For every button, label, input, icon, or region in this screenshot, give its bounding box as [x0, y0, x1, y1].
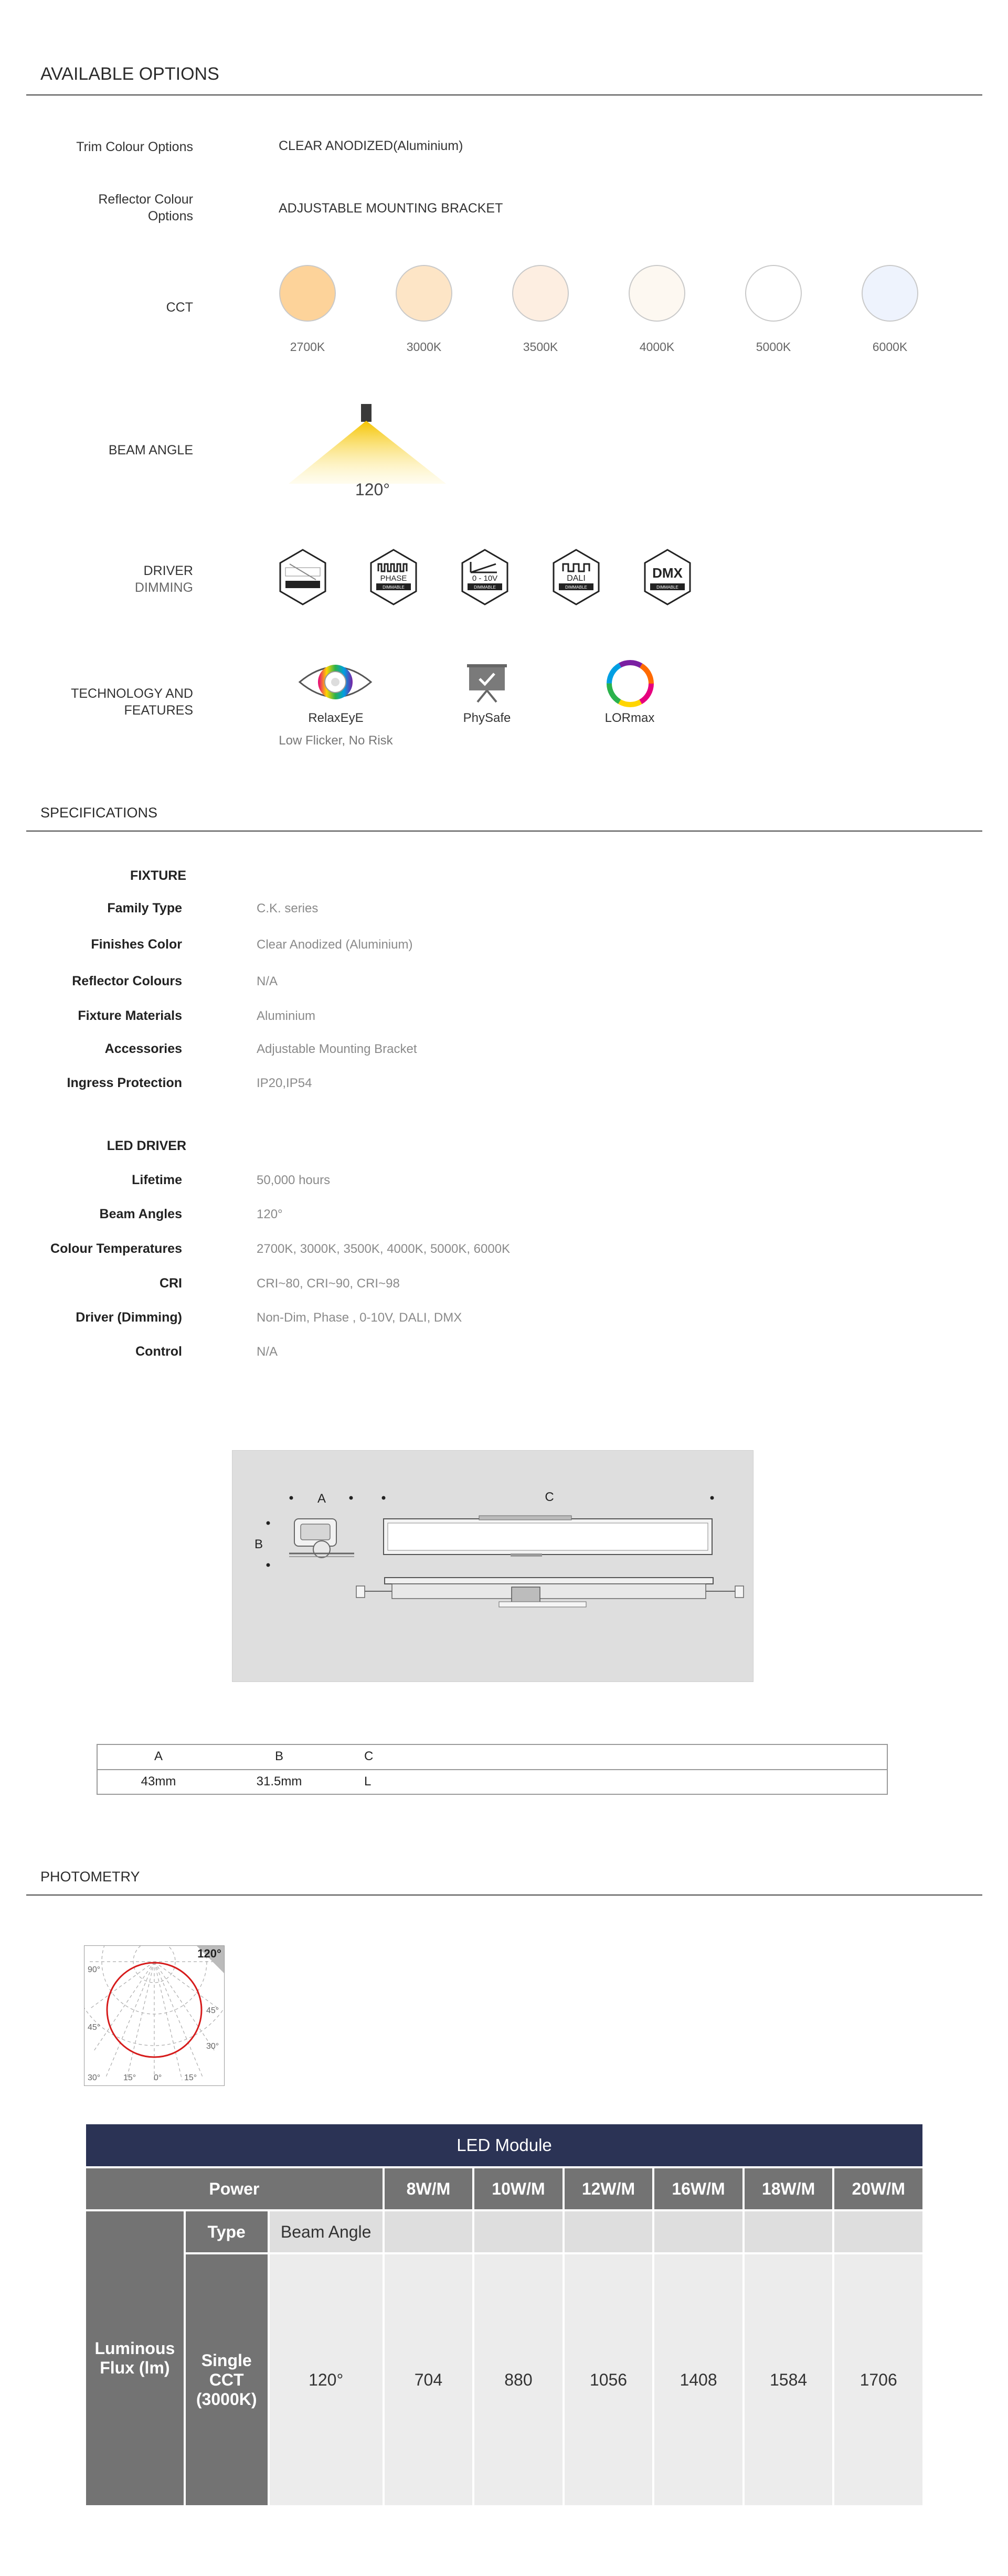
flux-20w: 1706: [834, 2254, 922, 2505]
luminous-flux-table: [84, 2122, 925, 2507]
type-header: Type: [186, 2211, 268, 2252]
polar-label-15-left: 15°: [123, 2073, 136, 2082]
technology-label-line1: TECHNOLOGY AND: [71, 686, 193, 701]
reflector-label-line2: Options: [147, 209, 193, 223]
luminous-flux-header: Luminous Flux (lm): [86, 2211, 184, 2505]
beam-angle-value: 120°: [355, 480, 390, 499]
beam-angle-icon: [283, 400, 451, 489]
table-row: [86, 2254, 922, 2505]
empty-cell: [474, 2211, 563, 2252]
spec-label-family-type: Family Type: [107, 901, 182, 916]
reflector-label-line1: Reflector Colour: [98, 192, 193, 207]
trim-colour-label: Trim Colour Options: [76, 140, 193, 154]
spec-label-finishes-color: Finishes Color: [91, 937, 182, 952]
power-18w: 18W/M: [745, 2168, 833, 2209]
phase-bottom-text: DIMMABLE: [383, 585, 405, 590]
power-header: Power: [86, 2168, 383, 2209]
beam-angle-header: Beam Angle: [270, 2211, 383, 2252]
cct-label-3500k: 3500K: [523, 340, 558, 354]
flux-18w: 1584: [745, 2254, 833, 2505]
spec-label-lifetime: Lifetime: [132, 1173, 182, 1187]
spec-value-fixture-materials: Aluminium: [257, 1009, 316, 1023]
empty-cell: [385, 2211, 472, 2252]
polar-label-90: 90°: [88, 1965, 101, 1974]
dimensions-value-row: [98, 1770, 887, 1794]
cct-swatch-3500k[interactable]: [512, 265, 569, 322]
single-cct-label: Single CCT (3000K): [186, 2254, 268, 2505]
drawing-label-b: B: [254, 1537, 263, 1551]
cct-swatch-3000k[interactable]: [396, 265, 452, 322]
spec-value-driver-dimming: Non-Dim, Phase , 0-10V, DALI, DMX: [257, 1311, 462, 1325]
phase-top-text: PHASE: [380, 574, 407, 583]
flux-12w: 1056: [565, 2254, 653, 2505]
power-12w: 12W/M: [565, 2168, 653, 2209]
power-10w: 10W/M: [474, 2168, 563, 2209]
technology-features-label: [41, 685, 193, 719]
dimensions-header-row: [98, 1745, 887, 1770]
cct-label-4000k: 4000K: [639, 340, 675, 354]
dim-value-c: L: [364, 1774, 372, 1789]
spec-label-accessories: Accessories: [104, 1041, 182, 1056]
light-cone-icon: [289, 421, 446, 484]
dmx-dimming-icon: [643, 548, 692, 606]
dali-top-text: DALI: [567, 574, 586, 583]
section-divider: [26, 1894, 982, 1896]
empty-cell: [834, 2211, 922, 2252]
power-16w: 16W/M: [654, 2168, 742, 2209]
available-options-title: AVAILABLE OPTIONS: [40, 64, 219, 84]
spec-label-fixture-materials: Fixture Materials: [78, 1008, 182, 1023]
spec-label-driver-dimming: Driver (Dimming): [76, 1310, 182, 1325]
driver-dimming-label: [41, 562, 193, 596]
dim-header-b: B: [274, 1749, 283, 1763]
beam-angle-label: BEAM ANGLE: [108, 443, 193, 457]
dali-dimming-icon: [551, 548, 601, 606]
spec-value-cri: CRI~80, CRI~90, CRI~98: [257, 1276, 400, 1291]
spec-value-accessories: Adjustable Mounting Bracket: [257, 1042, 417, 1056]
dim-header-c: C: [364, 1749, 374, 1763]
cct-label: CCT: [166, 300, 193, 315]
table-title: LED Module: [86, 2124, 922, 2166]
dimensions-table: [97, 1744, 888, 1795]
polar-label-15-right: 15°: [184, 2073, 197, 2082]
driver-label-line1: DRIVER: [143, 563, 193, 578]
empty-cell: [565, 2211, 653, 2252]
0-10v-dimming-icon: [460, 548, 510, 606]
polar-label-30-right: 30°: [206, 2042, 219, 2051]
photometry-title: PHOTOMETRY: [40, 1869, 140, 1885]
technology-label-line2: FEATURES: [124, 703, 193, 718]
fixture-drawing: [232, 1451, 754, 1683]
spec-value-beam-angles: 120°: [257, 1207, 283, 1221]
power-header-row: [86, 2168, 922, 2209]
empty-cell: [745, 2211, 833, 2252]
relaxeye-icon: [296, 658, 374, 706]
specifications-title: SPECIFICATIONS: [40, 805, 158, 821]
010v-bottom-text: DIMMABLE: [474, 585, 496, 590]
relaxeye-subtitle: Low Flicker, No Risk: [279, 733, 393, 748]
spec-value-colour-temperatures: 2700K, 3000K, 3500K, 4000K, 5000K, 6000K: [257, 1242, 511, 1256]
polar-label-45-left: 45°: [88, 2023, 101, 2032]
flux-16w: 1408: [654, 2254, 742, 2505]
power-20w: 20W/M: [834, 2168, 922, 2209]
beam-angle-value: 120°: [270, 2254, 383, 2505]
polar-label-45-right: 45°: [206, 2006, 219, 2015]
physafe-label: PhySafe: [463, 711, 511, 725]
010v-top-text: 0 - 10V: [472, 574, 498, 583]
dmx-bottom-text: DIMMABLE: [656, 585, 678, 590]
lamp-head-icon: [361, 404, 372, 422]
spec-value-control: N/A: [257, 1345, 278, 1359]
polar-label-0: 0°: [154, 2073, 162, 2082]
cct-label-5000k: 5000K: [756, 340, 791, 354]
led-driver-heading: LED DRIVER: [107, 1138, 186, 1153]
reflector-colour-value: ADJUSTABLE MOUNTING BRACKET: [279, 201, 503, 216]
drawing-label-c: C: [545, 1490, 554, 1504]
spec-label-ingress-protection: Ingress Protection: [67, 1076, 182, 1090]
reflector-colour-label: [41, 191, 193, 225]
driver-label-line2: DIMMING: [134, 580, 193, 595]
spec-value-ingress-protection: IP20,IP54: [257, 1076, 312, 1090]
physafe-icon: [465, 662, 509, 704]
type-header-row: [86, 2211, 922, 2252]
relaxeye-label: RelaxEyE: [308, 711, 364, 725]
non-dim-icon: [278, 548, 327, 606]
polar-diagram: [84, 1945, 225, 2086]
cct-swatch-6000k[interactable]: [862, 265, 918, 322]
table-title-row: [86, 2124, 922, 2166]
cct-swatch-5000k[interactable]: [745, 265, 802, 322]
flux-10w: 880: [474, 2254, 563, 2505]
cct-label-2700k: 2700K: [290, 340, 325, 354]
polar-label-30-left: 30°: [88, 2073, 101, 2082]
fixture-heading: FIXTURE: [130, 868, 186, 883]
trim-colour-value: CLEAR ANODIZED(Aluminium): [279, 139, 463, 153]
polar-angle-badge: 120°: [197, 1947, 221, 1960]
spec-value-reflector-colours: N/A: [257, 974, 278, 988]
cct-swatch-4000k[interactable]: [629, 265, 685, 322]
power-8w: 8W/M: [385, 2168, 472, 2209]
spec-label-control: Control: [135, 1344, 182, 1359]
spec-label-beam-angles: Beam Angles: [99, 1207, 182, 1221]
spec-value-lifetime: 50,000 hours: [257, 1173, 331, 1187]
dmx-top-text: DMX: [652, 565, 683, 581]
dim-value-b: 31.5mm: [256, 1774, 302, 1789]
drawing-label-a: A: [317, 1492, 326, 1506]
section-divider: [26, 831, 982, 832]
cct-swatch-2700k[interactable]: [279, 265, 336, 322]
spec-label-reflector-colours: Reflector Colours: [72, 974, 182, 988]
cct-label-6000k: 6000K: [872, 340, 908, 354]
spec-value-family-type: C.K. series: [257, 901, 319, 916]
dali-bottom-text: DIMMABLE: [565, 585, 587, 590]
section-divider: [26, 94, 982, 95]
spec-label-cri: CRI: [159, 1276, 182, 1291]
spec-value-finishes-color: Clear Anodized (Aluminium): [257, 938, 413, 952]
spec-label-colour-temperatures: Colour Temperatures: [50, 1241, 182, 1256]
dimension-drawing-panel: [232, 1450, 754, 1682]
cct-label-3000k: 3000K: [406, 340, 442, 354]
polar-curve: [84, 1946, 224, 2085]
lormax-label: LORmax: [604, 711, 655, 725]
flux-8w: 704: [385, 2254, 472, 2505]
phase-dimming-icon: [369, 548, 418, 606]
dim-header-a: A: [154, 1749, 163, 1763]
dim-value-a: 43mm: [141, 1774, 176, 1789]
lormax-icon: [605, 658, 655, 709]
empty-cell: [654, 2211, 742, 2252]
